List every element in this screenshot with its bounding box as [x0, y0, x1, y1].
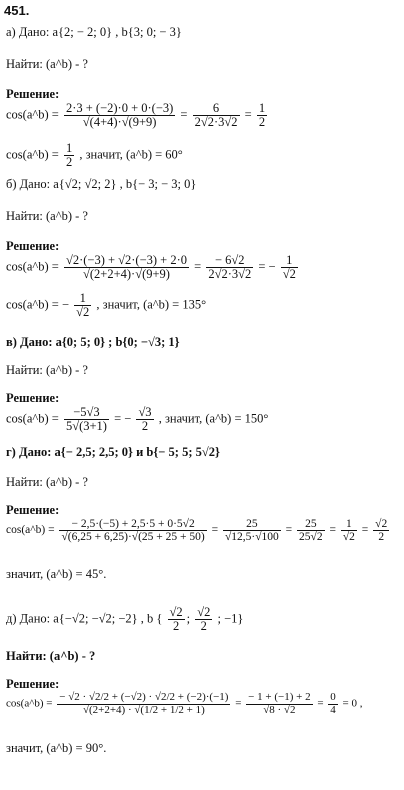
part-e-eq3: = 0 , — [342, 697, 363, 710]
part-c-frac1-num: −5√3 — [73, 405, 100, 419]
part-a-eq1: = — [180, 107, 188, 122]
part-d-frac5-num: √2 — [375, 518, 388, 530]
part-b-conclusion-text: , значит, (a^b) = 135° — [96, 297, 207, 312]
part-c-solution-label: Решение: — [6, 391, 60, 405]
part-a-find: Найти: (a^b) - ? — [6, 57, 88, 71]
part-b-conclusion — [6, 292, 206, 319]
part-a-fraction-3 — [257, 102, 267, 129]
part-a-frac3-num: 1 — [258, 101, 266, 115]
part-b-frac2-num: − 6√2 — [215, 253, 245, 267]
part-e-eq1: = — [235, 697, 242, 710]
part-e-frac1-num: − √2 · √2/2 + (−√2) · √2/2 + (−2)·(−1) — [59, 691, 229, 703]
part-b-eq2: = − — [258, 259, 276, 274]
part-e-fraction-1 — [57, 692, 230, 716]
part-e-b2-den: 2 — [195, 619, 212, 633]
part-d-fraction-5 — [373, 518, 389, 543]
part-a-frac1-den: √(4+4)·√(9+9) — [64, 115, 175, 129]
part-a-conclusion-fraction — [64, 142, 74, 169]
part-e-b-fraction-2 — [195, 606, 212, 633]
part-b-fraction-2 — [206, 254, 253, 281]
part-e-frac3-den: 4 — [330, 703, 336, 716]
part-e-frac3-num: 0 — [330, 691, 336, 703]
part-e-find: Найти: (a^b) - ? — [6, 649, 96, 663]
part-c-given: в) Дано: a{0; 5; 0} ; b{0; −√3; 1} — [6, 335, 180, 349]
part-e-given: д) Дано: a{−√2; −√2; −2} , b { $\frac{√2}{2}$ ; $\frac{√2}{2}$ ; −1} — [6, 605, 244, 634]
part-b-fraction-1 — [64, 254, 189, 281]
part-a-formula-left: cos(a^b) = — [6, 107, 59, 122]
part-d-find: Найти: (a^b) - ? — [6, 475, 88, 489]
part-e-solution-label: Решение: — [6, 677, 60, 691]
part-d-frac2-den: √12,5·√100 — [224, 531, 279, 544]
part-b-frac3-num: 1 — [286, 253, 293, 267]
part-a-fraction-2 — [193, 102, 240, 129]
part-e-frac1-den: √(2+2+4) · √(1/2 + 1/2 + 1) — [57, 704, 230, 717]
part-a-frac2-num: 6 — [212, 101, 220, 115]
part-e-b2-num: √2 — [197, 605, 211, 619]
part-c-frac2-num: √3 — [138, 405, 152, 419]
part-e-b1-den: 2 — [168, 619, 185, 633]
part-c-frac1-den: 5√(3+1) — [65, 419, 107, 434]
part-b-frac3-den: √2 — [282, 267, 296, 282]
part-e-given-tail: ; −1} — [217, 611, 244, 626]
part-e-formula — [6, 692, 363, 716]
part-a-conclusion-num: 1 — [65, 141, 73, 155]
part-a-frac1-num: 2·3 + (−2)·0 + 0·(−3) — [65, 101, 174, 115]
part-d-frac3-num: 25 — [305, 518, 317, 530]
problem-number: 451. — [4, 3, 30, 18]
part-d-fraction-3 — [297, 518, 325, 543]
part-d-conclusion: значит, (a^b) = 45°. — [6, 567, 107, 581]
part-e-frac2-num: − 1 + (−1) + 2 — [248, 691, 311, 703]
part-c-fraction-1 — [64, 406, 109, 433]
part-d-eq4: = — [361, 524, 369, 537]
part-d-eq3: = — [329, 524, 336, 537]
part-d-given: г) Дано: a{− 2,5; 2,5; 0} и b{− 5; 5; 5√2} — [6, 445, 220, 459]
part-b-frac2-den: 2√2·3√2 — [208, 267, 252, 282]
part-d-formula-left: cos(a^b) = — [6, 524, 55, 537]
part-b-conclusion-num: 1 — [79, 291, 86, 305]
part-a-conclusion — [6, 142, 183, 169]
part-d-frac1-den: √(6,25 + 6,25)·√(25 + 25 + 50) — [61, 531, 205, 544]
part-d-formula — [6, 518, 391, 543]
part-d-frac3-den: 25√2 — [299, 531, 323, 544]
part-a-frac2-den: 2√2·3√2 — [194, 115, 238, 130]
part-b-eq1: = — [194, 259, 202, 274]
part-d-frac1-num: − 2,5·(−5) + 2,5·5 + 0·5√2 — [71, 518, 195, 530]
part-a-conclusion-den: 2 — [65, 155, 73, 170]
part-b-find: Найти: (a^b) - ? — [6, 209, 88, 223]
part-c-eq1: = − — [114, 411, 132, 426]
part-a-conclusion-left: cos(a^b) = — [6, 147, 59, 162]
part-d-eq1: = — [211, 524, 219, 537]
part-c-find: Найти: (a^b) - ? — [6, 363, 88, 377]
part-d-fraction-2 — [223, 518, 281, 543]
part-e-given-prefix: д) Дано: a{−√2; −√2; −2} , b — [6, 611, 154, 626]
part-d-frac4-num: 1 — [346, 518, 352, 530]
part-a-conclusion-text: , значит, (a^b) = 60° — [79, 147, 183, 162]
part-b-formula-left: cos(a^b) = — [6, 259, 59, 274]
part-b-given: б) Дано: a{√2; √2; 2} , b{− 3; − 3; 0} — [6, 177, 197, 191]
part-d-frac2-num: 25 — [246, 518, 258, 530]
part-a-eq2: = — [244, 107, 252, 122]
part-a-solution-label: Решение: — [6, 87, 60, 101]
part-a-frac3-den: 2 — [258, 115, 266, 130]
part-d-eq2: = — [285, 524, 293, 537]
part-c-fraction-2 — [136, 406, 153, 433]
part-b-formula — [6, 254, 300, 281]
part-e-conclusion: значит, (a^b) = 90°. — [6, 741, 107, 755]
part-d-fraction-4 — [341, 518, 357, 543]
part-c-frac2-den: 2 — [136, 419, 153, 433]
part-d-frac4-den: √2 — [342, 531, 355, 544]
part-b-conclusion-fraction — [74, 292, 91, 319]
part-b-conclusion-left: cos(a^b) = − — [6, 297, 70, 312]
part-d-fraction-1 — [59, 518, 206, 543]
part-b-solution-label: Решение: — [6, 239, 60, 253]
part-e-frac2-den: √8 · √2 — [246, 704, 312, 717]
part-e-brace: { — [156, 611, 163, 626]
part-e-b-fraction-1 — [168, 606, 185, 633]
part-d-solution-label: Решение: — [6, 503, 60, 517]
part-c-formula-left: cos(a^b) = — [6, 411, 59, 426]
part-b-frac1-den: √(2+2+4)·√(9+9) — [64, 267, 189, 281]
part-d-frac5-den: 2 — [373, 530, 389, 543]
part-e-eq2: = — [317, 697, 324, 710]
part-e-b1-num: √2 — [169, 605, 183, 619]
part-e-formula-left: cos(a^b) = — [6, 697, 53, 710]
part-a-formula — [6, 102, 269, 129]
part-a-fraction-1 — [64, 102, 175, 129]
part-b-frac1-num: √2·(−3) + √2·(−3) + 2·0 — [65, 253, 188, 267]
part-b-conclusion-den: √2 — [76, 305, 90, 320]
part-a-given: а) Дано: a{2; − 2; 0} , b{3; 0; − 3} — [6, 25, 182, 39]
part-c-formula — [6, 406, 268, 433]
part-e-fraction-3 — [328, 692, 338, 716]
part-c-conclusion-text: , значит, (a^b) = 150° — [158, 411, 269, 426]
part-e-fraction-2 — [246, 692, 312, 716]
part-b-fraction-3 — [281, 254, 298, 281]
